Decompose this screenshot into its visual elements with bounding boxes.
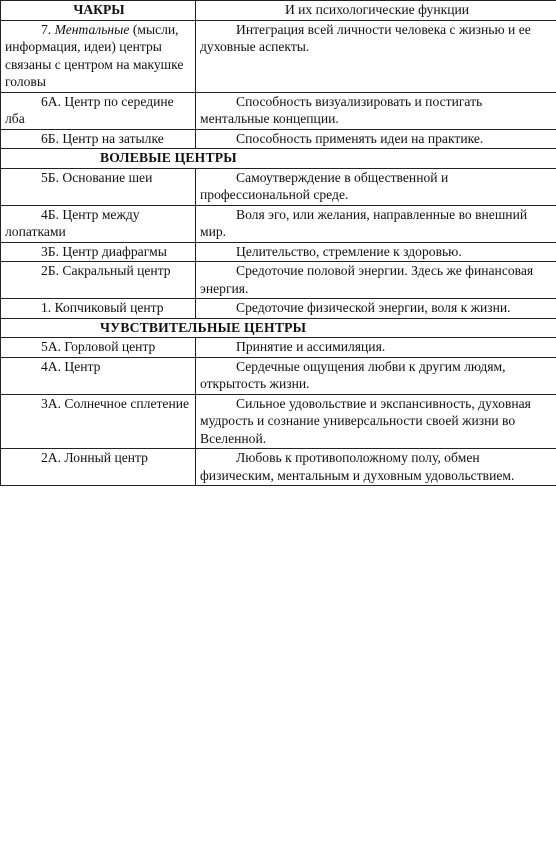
table-row xyxy=(1,262,556,299)
table-row xyxy=(1,205,556,242)
header-functions: И их психологические функции xyxy=(196,1,556,21)
chakra-name-cell: 4А. Центр xyxy=(1,357,196,394)
header-chakras: ЧАКРЫ xyxy=(1,1,196,21)
section-heading-feel xyxy=(1,318,556,338)
chakra-function-cell: Воля эго, или желания, направленные во внешний мир. xyxy=(196,205,556,242)
table-row xyxy=(1,394,556,449)
chakra-function-cell: Способность визуализировать и постигать ментальные концепции. xyxy=(196,92,556,129)
chakra-name-cell: 6А. Центр по середине лба xyxy=(1,92,196,129)
chakra-name-cell: 4Б. Центр между лопатками xyxy=(1,205,196,242)
chakra-function-cell: Средоточие физической энергии, воля к жизни. xyxy=(196,299,556,319)
chakra-name-cell xyxy=(1,20,196,92)
chakra-function-cell: Самоутверждение в общественной и профессиональной среде. xyxy=(196,168,556,205)
table-row xyxy=(1,20,556,92)
table-row xyxy=(1,168,556,205)
table-row xyxy=(1,242,556,262)
table-row xyxy=(1,92,556,129)
chakra-name-cell: 3А. Солнечное сплетение xyxy=(1,394,196,449)
section-heading-will xyxy=(1,149,556,169)
table-row xyxy=(1,338,556,358)
table-row xyxy=(1,299,556,319)
chakra-function-cell: Сильное удовольствие и экспансивность, духовная мудрость и сознание универсальности своей жизни во Вселенной. xyxy=(196,394,556,449)
chakra-function-cell: Сердечные ощущения любви к другим людям, открытость жизни. xyxy=(196,357,556,394)
table-row xyxy=(1,357,556,394)
table-row xyxy=(1,449,556,486)
chakra-name-cell: 2А. Лонный центр xyxy=(1,449,196,486)
chakra-number: 7. xyxy=(41,21,52,37)
chakra-name-italic: Ментальные xyxy=(54,21,130,37)
chakra-function-cell: Целительство, стремление к здоровью. xyxy=(196,242,556,262)
chakra-function-cell: Любовь к противоположному полу, обмен физическим, ментальным и духовным удовольствием. xyxy=(196,449,556,486)
chakra-name-cell: 5Б. Основание шеи xyxy=(1,168,196,205)
section-row-feel xyxy=(1,318,556,338)
chakra-function-cell: Способность применять идеи на практике. xyxy=(196,129,556,149)
chakra-name-rest: (мысли, информация, идеи) центры связаны с центром на макушке головы xyxy=(5,21,184,89)
table-header-row xyxy=(1,1,556,21)
section-label-will: ВОЛЕВЫЕ ЦЕНТРЫ xyxy=(100,150,237,165)
section-label-feel: ЧУВСТВИТЕЛЬНЫЕ ЦЕНТРЫ xyxy=(100,319,307,335)
chakra-function-cell: Принятие и ассимиляция. xyxy=(196,338,556,358)
chakra-name-cell: 5А. Горловой центр xyxy=(1,338,196,358)
chakra-name-cell: 3Б. Центр диафрагмы xyxy=(1,242,196,262)
chakra-name-cell: 1. Копчиковый центр xyxy=(1,299,196,319)
chakra-name-cell: 6Б. Центр на затылке xyxy=(1,129,196,149)
chakra-name-cell: 2Б. Сакральный центр xyxy=(1,262,196,299)
chakra-function-cell: Интеграция всей личности человека с жизнью и ее духовные аспекты. xyxy=(196,20,556,92)
section-row-will xyxy=(1,149,556,169)
chakra-function-cell: Средоточие половой энергии. Здесь же финансовая энергия. xyxy=(196,262,556,299)
table-row xyxy=(1,129,556,149)
